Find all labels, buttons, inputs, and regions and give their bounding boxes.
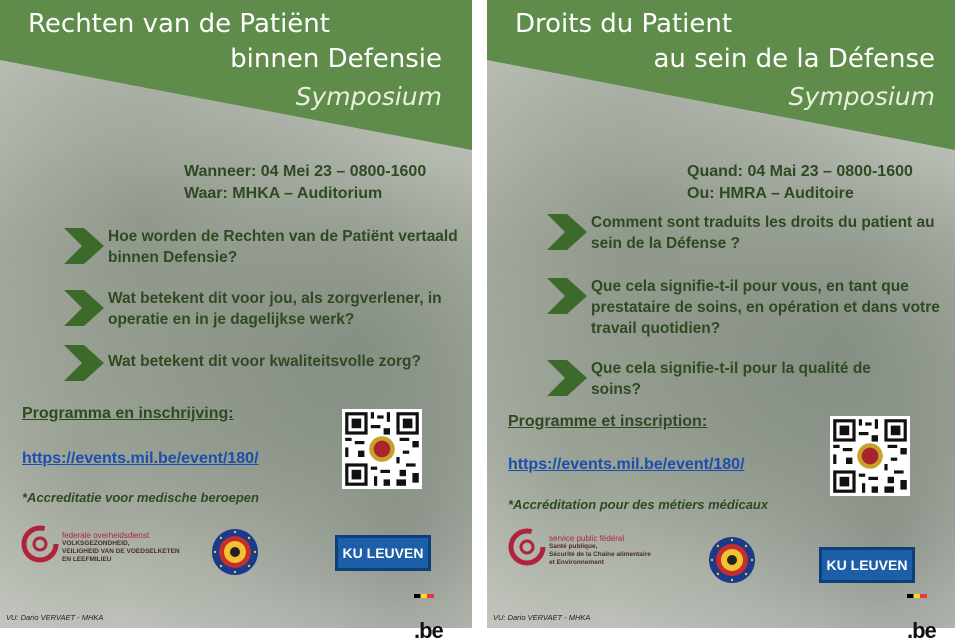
responsible-publisher: VU: Dario VERVAET - MHKA <box>6 613 104 622</box>
poster-divider <box>472 0 487 628</box>
ku-leuven-logo: KU LEUVEN <box>819 547 915 583</box>
be-logo <box>414 592 443 644</box>
question-item <box>547 212 951 254</box>
federal-logo-line: federale overheidsdienst <box>62 531 150 540</box>
be-logo-text: .be <box>907 618 936 643</box>
poster-french <box>487 0 955 643</box>
defense-emblem-icon <box>708 536 756 584</box>
question-text: Wat betekent dit voor jou, als zorgverlener, in operatie en in je dagelijkse werk? <box>108 290 442 328</box>
qr-code[interactable] <box>830 416 910 496</box>
question-item <box>64 226 458 268</box>
question-item <box>64 288 468 330</box>
responsible-publisher: VU: Dario VERVAET - MHKA <box>493 613 591 622</box>
subtitle: Symposium <box>295 82 442 111</box>
question-text: Wat betekent dit voor kwaliteitsvolle zorg? <box>108 353 421 370</box>
federal-logo-line: EN LEEFMILIEU <box>62 556 112 563</box>
event-location: Waar: MHKA – Auditorium <box>184 185 383 202</box>
federal-logo-line: Sécurité de la Chaîne alimentaire <box>549 551 651 558</box>
event-date: Wanneer: 04 Mei 23 – 0800-1600 <box>184 163 427 180</box>
belgian-flag-icon <box>414 594 434 598</box>
ku-leuven-logo: KU LEUVEN <box>335 535 431 571</box>
title-line-1: Rechten van de Patiënt <box>28 9 330 39</box>
chevron-right-icon <box>547 276 587 316</box>
chevron-right-icon <box>64 226 104 266</box>
chevron-right-icon <box>64 288 104 328</box>
subtitle: Symposium <box>788 82 935 111</box>
belgian-flag-icon <box>907 594 927 598</box>
chevron-right-icon <box>547 212 587 252</box>
question-item <box>547 276 951 339</box>
question-item <box>547 358 921 400</box>
program-label: Programma en inschrijving: <box>22 405 234 422</box>
poster-dutch <box>0 0 472 643</box>
defense-emblem-icon <box>211 528 259 576</box>
title-line-2: binnen Defensie <box>230 44 442 74</box>
federal-health-logo <box>509 526 651 567</box>
federal-health-logo <box>22 523 180 564</box>
question-text: Que cela signifie-t-il pour la qualité de soins? <box>591 360 871 398</box>
be-logo <box>907 592 936 644</box>
federal-logo-line: Santé publique, <box>549 543 598 550</box>
qr-code[interactable] <box>342 409 422 489</box>
federal-logo-line: service public fédéral <box>549 534 625 543</box>
title-line-2: au sein de la Défense <box>653 44 935 74</box>
event-date: Quand: 04 Mai 23 – 0800-1600 <box>687 163 913 180</box>
question-item <box>64 343 468 383</box>
federal-logo-icon <box>22 526 58 562</box>
federal-logo-line: VEILIGHEID VAN DE VOEDSELKETEN <box>62 548 180 555</box>
chevron-right-icon <box>547 358 587 398</box>
accreditation-note: *Accreditatie voor medische beroepen <box>22 490 259 505</box>
accreditation-note: *Accréditation pour des métiers médicaux <box>508 497 769 512</box>
question-text: Hoe worden de Rechten van de Patiënt vertaald binnen Defensie? <box>108 228 458 266</box>
program-label: Programme et inscription: <box>508 413 708 430</box>
registration-link[interactable]: https://events.mil.be/event/180/ <box>508 456 745 473</box>
federal-logo-line: VOLKSGEZONDHEID, <box>62 540 130 547</box>
chevron-right-icon <box>64 343 104 383</box>
title-line-1: Droits du Patient <box>515 9 733 39</box>
event-location: Ou: HMRA – Auditoire <box>687 185 854 202</box>
federal-logo-line: et Environnement <box>549 559 604 566</box>
be-logo-text: .be <box>414 618 443 643</box>
question-text: Que cela signifie-t-il pour vous, en tant que prestataire de soins, en opération et dans votre travail quotidien? <box>591 278 940 337</box>
question-text: Comment sont traduits les droits du patient au sein de la Défense ? <box>591 214 935 252</box>
registration-link[interactable]: https://events.mil.be/event/180/ <box>22 450 259 467</box>
federal-logo-icon <box>509 529 545 565</box>
